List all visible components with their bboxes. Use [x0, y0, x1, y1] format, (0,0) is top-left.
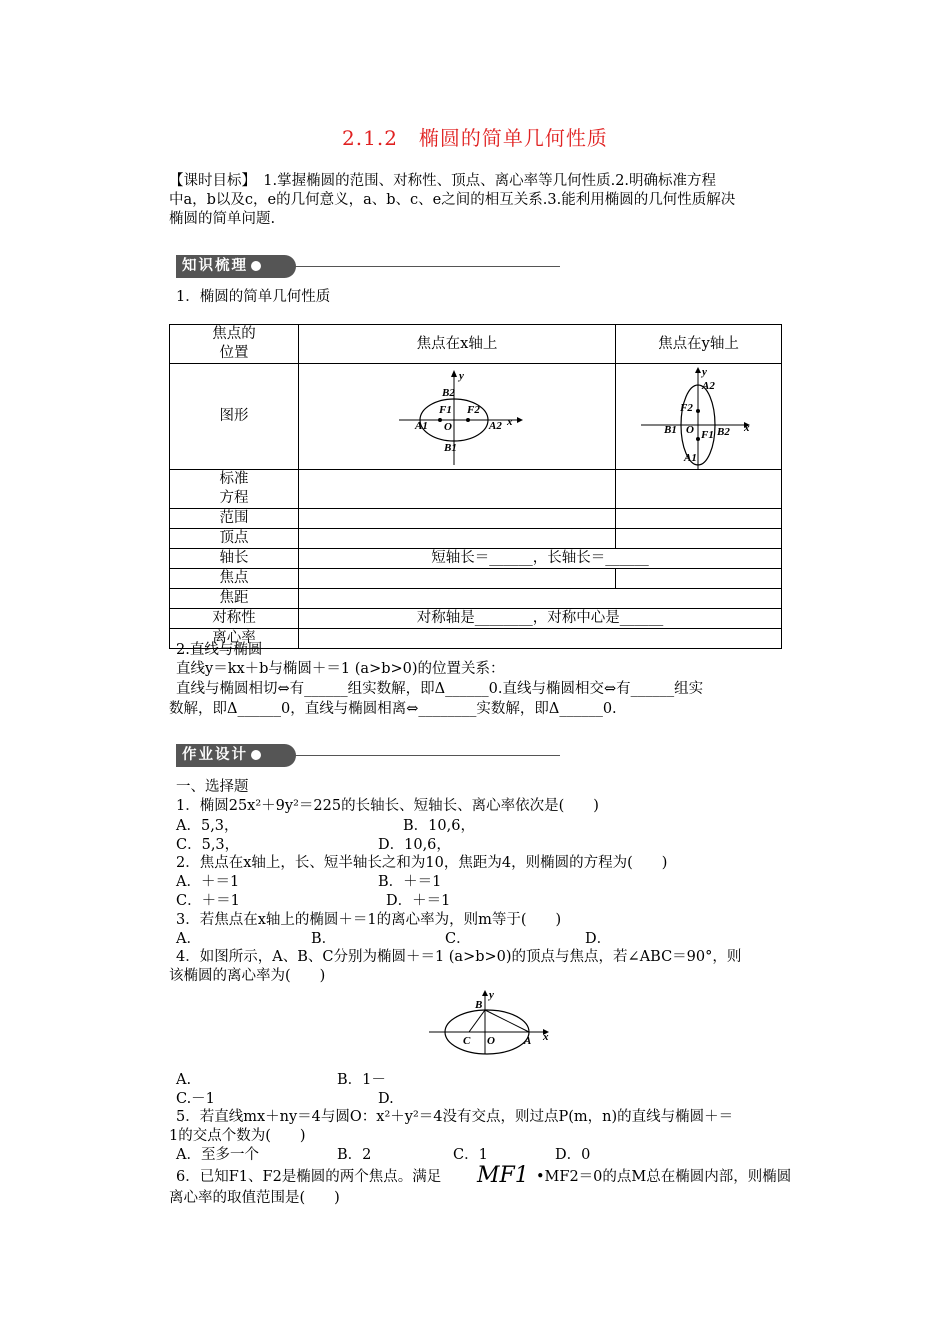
label-F1: F1	[701, 428, 714, 441]
dot-icon	[251, 750, 261, 760]
page-title: 2.1.2 椭圆的简单几何性质	[342, 126, 608, 150]
label-F1: F1	[439, 403, 452, 416]
row-label-focal: 焦距	[170, 589, 299, 609]
label-C: C	[463, 1035, 471, 1047]
line-relation-3: 数解，即Δ______0，直线与椭圆相离⇔________实数解，即Δ______0.	[169, 701, 617, 717]
question-5: 5．若直线mx＋ny＝4与圆O：x²＋y²＝4没有交点，则过点P(m，n)的直线与椭圆＋＝	[176, 1109, 734, 1125]
symmetry-text: 对称轴是________，对称中心是______	[299, 609, 782, 629]
graph-cell-x	[299, 364, 616, 470]
q2-option-a: A．＋＝1	[176, 874, 240, 890]
item1-heading: 1．椭圆的简单几何性质	[176, 289, 331, 305]
q1-option-c: C．5,3，	[176, 837, 240, 853]
question-6-cont: •MF2＝0的点M总在椭圆内部，则椭圆	[536, 1169, 792, 1185]
label-y: y	[489, 989, 494, 1001]
vector-mf1: MF1	[477, 1163, 529, 1188]
row-label-graph: 图形	[170, 364, 299, 470]
label-B1: B1	[664, 423, 677, 436]
q4-option-d: D.	[378, 1091, 394, 1107]
q4-option-c: C.－1	[176, 1091, 215, 1107]
row-label-range: 范围	[170, 509, 299, 529]
cell-eq-x	[299, 470, 616, 509]
label-B2: B2	[442, 386, 455, 399]
label-A2: A2	[489, 419, 502, 432]
q5-option-d: D．0	[555, 1147, 591, 1163]
label-A2: A2	[702, 379, 715, 392]
label-O: O	[487, 1035, 495, 1047]
header-position: 焦点的 位置	[170, 325, 299, 364]
q1-option-b: B．10,6，	[403, 818, 475, 834]
row-label-eccentricity: 离心率	[170, 629, 299, 649]
question-5-cont: 1的交点个数为( )	[169, 1128, 306, 1144]
dot-icon	[251, 261, 261, 271]
objectives-line-1: 【课时目标】 1.掌握椭圆的范围、对称性、顶点、离心率等几何性质.2.明确标准方程	[169, 173, 717, 189]
graph-cell-y	[616, 364, 782, 470]
question-3: 3．若焦点在x轴上的椭圆＋＝1的离心率为，则m等于( )	[176, 912, 562, 928]
row-label-axis: 轴长	[170, 549, 299, 569]
section-header-knowledge	[176, 255, 560, 279]
objectives-line-2: 中a，b以及c，e的几何意义，a、b、c、e之间的相互关系.3.能利用椭圆的几何性质解决	[169, 192, 736, 208]
line-relation-1: 直线y＝kx＋b与椭圆＋＝1 (a>b>0)的位置关系：	[176, 661, 505, 677]
q5-option-c: C．1	[453, 1147, 488, 1163]
q3-option-a: A．	[176, 931, 201, 947]
label-F2: F2	[680, 401, 693, 414]
label-O: O	[686, 423, 694, 436]
row-label-focus: 焦点	[170, 569, 299, 589]
section-header-homework	[176, 744, 560, 768]
axis-length-text: 短轴长＝______，长轴长＝______	[299, 549, 782, 569]
cell-eq-y	[616, 470, 782, 509]
label-A1: A1	[415, 419, 428, 432]
question-4-figure	[425, 988, 555, 1056]
q4-option-b: B．1－	[337, 1072, 386, 1088]
q2-option-c: C．＋＝1	[176, 893, 240, 909]
label-B2: B2	[717, 425, 730, 438]
header-y-axis: 焦点在y轴上	[616, 325, 782, 364]
section-header-label: 作业设计	[182, 747, 248, 763]
q1-option-a: A．5,3，	[176, 818, 239, 834]
objectives-line-3: 椭圆的简单问题.	[169, 211, 276, 227]
question-2: 2．焦点在x轴上，长、短半轴长之和为10，焦距为4，则椭圆的方程为( )	[176, 855, 668, 871]
hw-section-title: 一、选择题	[176, 779, 249, 795]
properties-table	[169, 324, 782, 649]
label-x: x	[744, 421, 750, 434]
question-6-end: 离心率的取值范围是( )	[169, 1190, 340, 1206]
label-O: O	[444, 420, 452, 433]
divider	[294, 755, 560, 756]
label-y: y	[459, 369, 464, 382]
divider	[294, 266, 560, 267]
row-label-symmetry: 对称性	[170, 609, 299, 629]
row-label-vertex: 顶点	[170, 529, 299, 549]
question-1: 1．椭圆25x²＋9y²＝225的长轴长、短轴长、离心率依次是( )	[176, 798, 599, 814]
q2-option-d: D．＋＝1	[386, 893, 451, 909]
label-x: x	[543, 1031, 549, 1043]
q4-option-a: A.	[176, 1072, 192, 1088]
label-x: x	[507, 415, 513, 428]
question-4: 4．如图所示，A、B、C分别为椭圆＋＝1 (a>b>0)的顶点与焦点，若∠ABC＝90°，则	[176, 949, 742, 965]
q3-option-d: D．	[585, 931, 612, 947]
q1-option-d: D．10,6，	[378, 837, 451, 853]
header-x-axis: 焦点在x轴上	[299, 325, 616, 364]
item2-heading: 2.直线与椭圆	[176, 642, 263, 658]
line-relation-2: 直线与椭圆相切⇔有______组实数解，即Δ______0.直线与椭圆相交⇔有______组实	[176, 681, 704, 697]
q3-option-c: C．	[445, 931, 471, 947]
label-y: y	[702, 365, 707, 378]
q5-option-a: A．至多一个	[176, 1147, 259, 1163]
q5-option-b: B．2	[337, 1147, 372, 1163]
ellipse-x-figure	[299, 365, 615, 469]
ellipse-y-figure	[616, 365, 781, 469]
label-A: A	[524, 1035, 532, 1047]
section-header-label: 知识梳理	[182, 258, 248, 274]
q3-option-b: B．	[311, 931, 337, 947]
question-6: 6．已知F1、F2是椭圆的两个焦点。满足	[176, 1169, 442, 1185]
question-4-cont: 该椭圆的离心率为( )	[169, 968, 326, 984]
label-A1: A1	[684, 451, 697, 464]
label-B: B	[475, 999, 483, 1011]
label-B1: B1	[444, 441, 457, 454]
q2-option-b: B．＋＝1	[378, 874, 442, 890]
row-label-equation: 标准 方程	[170, 470, 299, 509]
label-F2: F2	[467, 403, 480, 416]
